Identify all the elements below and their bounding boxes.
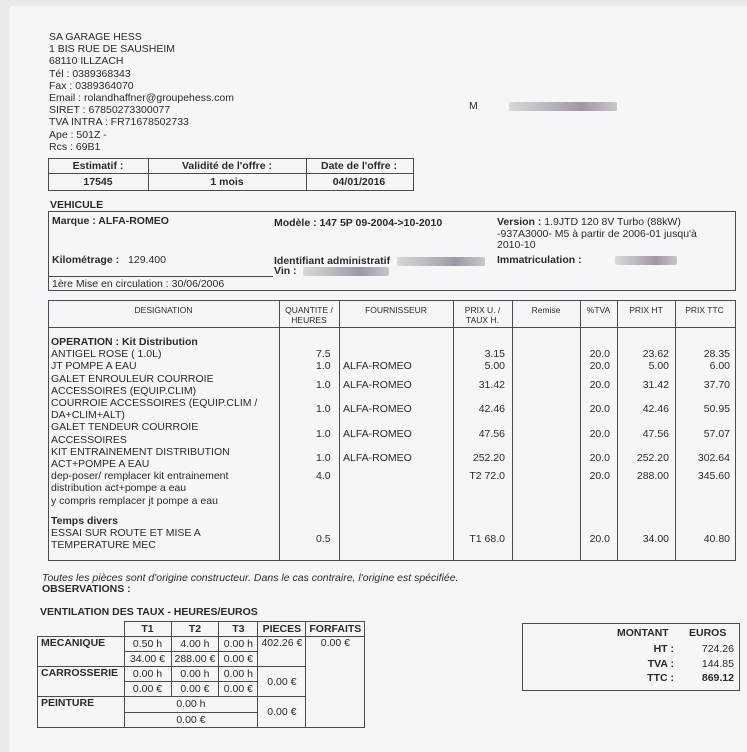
vehicle-version	[497, 217, 697, 252]
total-ttc-label: TTC :	[647, 672, 674, 684]
line-designation: distribution act+pompe a eau	[51, 482, 187, 495]
column-header: QUANTITE / HEURES	[285, 305, 333, 325]
section-title: Temps divers	[51, 514, 118, 527]
vehicle-model: Modèle : 147 5P 09-2004->10-2010	[274, 217, 443, 229]
total-ht-value: 724.26	[701, 643, 734, 655]
ventilation-cell: 0.00 €	[124, 712, 258, 728]
line-vat-rate: 20.0	[589, 451, 610, 464]
observations-label: OBSERVATIONS :	[42, 583, 131, 595]
version-line: -937A3000- M5 à partir de 2006-01 jusqu'à	[497, 227, 697, 240]
ventilation-cell: 34.00 €	[124, 652, 171, 667]
ventilation-pieces-mecanique: 402.26 €	[258, 637, 306, 667]
line-price-ttc: 302.64	[697, 451, 730, 464]
line-designation: ESSAI SUR ROUTE ET MISE A	[51, 527, 201, 539]
garage-line: Email : rolandhaffner@groupehess.com	[49, 92, 234, 105]
ventilation-label-mecanique: MECANIQUE	[38, 637, 125, 667]
ventilation-forfaits-mecanique: 0.00 €	[306, 637, 365, 728]
line-price-ttc: 50.95	[703, 403, 730, 416]
total-ht-label: HT :	[653, 643, 674, 655]
vehicle-vin	[274, 265, 389, 277]
ventilation-header-row	[38, 622, 365, 637]
line-designation: GALET ENROULEUR COURROIE	[51, 372, 214, 385]
line-unit-price: T2 72.0	[469, 470, 505, 483]
column-header: Remise	[531, 305, 561, 315]
line-unit-price: 252.20	[472, 451, 505, 464]
line-quantity: 1.0	[316, 427, 331, 440]
offer-date-header: Date de l'offre :	[320, 160, 397, 172]
line-price-ht: 252.20	[636, 451, 669, 464]
column-header: FOURNISSEUR	[365, 305, 427, 315]
ventilation-header-t3: T3	[219, 622, 258, 637]
admin-identifier-label: Identifiant administratif	[274, 255, 391, 267]
line-quantity: 1.0	[316, 451, 331, 464]
ventilation-cell: 0.00 h	[124, 667, 171, 682]
ventilation-cell: 0.00 €	[219, 682, 258, 697]
garage-line: SA GARAGE HESS	[49, 31, 142, 43]
mileage-value: 129.400	[128, 254, 166, 266]
mileage-label: Kilométrage :	[52, 254, 120, 266]
client-prefix: M	[469, 100, 478, 112]
line-quantity: 0.5	[316, 533, 331, 546]
vehicle-brand	[52, 215, 169, 227]
line-designation: JT POMPE A EAU	[51, 360, 137, 373]
ventilation-header-t1: T1	[124, 622, 171, 637]
line-designation: DA+CLIM+ALT)	[51, 409, 125, 422]
ventilation-cell: 0.00 h	[171, 667, 219, 682]
garage-line: Ape : 501Z -	[49, 128, 107, 141]
line-vat-rate: 20.0	[589, 427, 610, 440]
ventilation-pieces-peinture: 0.00 €	[258, 697, 306, 728]
garage-line: Rcs : 69B1	[49, 140, 101, 153]
validity-header: Validité de l'offre :	[181, 160, 272, 172]
line-quantity: 7.5	[316, 348, 331, 361]
line-vat-rate: 20.0	[589, 470, 610, 483]
version-label: Version :	[497, 216, 542, 228]
vehicle-registration	[497, 254, 677, 266]
line-supplier: ALFA-ROMEO	[343, 451, 412, 464]
estimate-header: Estimatif :	[72, 160, 124, 172]
column-header: PRIX U. / TAUX H.	[464, 305, 501, 325]
line-price-ht: 42.46	[642, 403, 669, 416]
registration-label: Immatriculation :	[497, 254, 582, 266]
line-quantity: 4.0	[316, 470, 331, 483]
line-unit-price: 31.42	[478, 378, 505, 391]
line-price-ttc: 345.60	[697, 470, 730, 483]
version-line: 1.9JTD 120 8V Turbo (88kW)	[544, 216, 681, 228]
line-unit-price: 3.15	[484, 348, 505, 361]
line-price-ttc: 28.35	[703, 348, 730, 361]
ventilation-row-mecanique	[38, 637, 365, 652]
redacted-registration	[615, 256, 677, 265]
first-registration: 1ère Mise en circulation : 30/06/2006	[52, 278, 225, 290]
ventilation-cell: 4.00 h	[171, 637, 219, 652]
garage-line: SIRET : 67850273300077	[49, 104, 171, 117]
garage-line: Fax : 0389364070	[49, 79, 134, 92]
line-designation: dep-poser/ remplacer kit entrainement	[51, 470, 229, 483]
line-quantity: 1.0	[316, 403, 331, 416]
line-unit-price: 42.46	[478, 403, 505, 416]
line-designation: TEMPERATURE MEC	[51, 539, 156, 552]
line-vat-rate: 20.0	[589, 403, 610, 416]
line-price-ht: 5.00	[648, 360, 669, 373]
line-designation: KIT ENTRAINEMENT DISTRIBUTION	[51, 445, 230, 458]
column-header: PRIX HT	[629, 305, 663, 315]
line-price-ttc: 37.70	[703, 378, 730, 391]
origin-note: Toutes les pièces sont d'origine constructeur. Dans le cas contraire, l'origine est spécifiée.	[42, 572, 459, 584]
line-unit-price: T1 68.0	[469, 533, 505, 546]
ventilation-cell: 0.00 h	[219, 667, 258, 682]
line-price-ttc: 57.07	[703, 427, 730, 440]
redacted-identifier	[397, 257, 485, 266]
ventilation-header-forfaits: FORFAITS	[306, 622, 365, 637]
line-vat-rate: 20.0	[589, 378, 610, 391]
line-vat-rate: 20.0	[589, 533, 610, 546]
line-designation: COURROIE ACCESSOIRES (EQUIP.CLIM /	[51, 397, 258, 409]
ventilation-label-peinture: PEINTURE	[38, 697, 125, 728]
ventilation-cell: 0.50 h	[124, 637, 171, 652]
section-title: OPERATION : Kit Distribution	[51, 336, 198, 348]
garage-line: Tél : 0389368343	[49, 67, 131, 80]
line-designation: ACCESSOIRES	[51, 433, 127, 446]
client-name	[469, 100, 617, 112]
ventilation-cell: 0.00 €	[171, 682, 219, 697]
line-unit-price: 5.00	[484, 360, 505, 373]
line-designation: ANTIGEL ROSE ( 1.0L)	[51, 348, 162, 361]
ventilation-header-t2: T2	[171, 622, 219, 637]
vin-label: Vin :	[274, 265, 297, 277]
ventilation-cell: 0.00 €	[124, 682, 171, 697]
ventilation-title: VENTILATION DES TAUX - HEURES/EUROS	[40, 606, 258, 618]
redacted-vin	[303, 267, 389, 276]
line-supplier: ALFA-ROMEO	[343, 378, 412, 391]
column-header: DESIGNATION	[134, 305, 193, 315]
redacted-client-name	[509, 102, 617, 111]
line-designation: y compris remplacer jt pompe a eau	[51, 494, 218, 507]
garage-line: 1 BIS RUE DE SAUSHEIM	[49, 43, 176, 56]
garage-line: 68110 ILLZACH	[49, 55, 124, 68]
estimate-number: 17545	[83, 176, 113, 188]
ventilation-cell: 288.00 €	[171, 652, 219, 667]
ventilation-pieces-carrosserie: 0.00 €	[258, 667, 306, 697]
line-price-ht: 288.00	[636, 470, 669, 483]
total-tva-label: TVA :	[647, 658, 674, 670]
ventilation-label-carrosserie: CARROSSERIE	[38, 667, 125, 697]
garage-address	[49, 31, 234, 153]
ventilation-header-pieces: PIECES	[258, 622, 306, 637]
vehicle-brand-text: Marque : ALFA-ROMEO	[52, 215, 169, 227]
line-price-ht: 34.00	[642, 533, 669, 546]
ventilation-corner	[38, 622, 125, 637]
ventilation-cell: 0.00 h	[219, 637, 258, 652]
line-price-ht: 31.42	[642, 378, 669, 391]
vehicle-mileage	[52, 254, 166, 266]
line-supplier: ALFA-ROMEO	[343, 403, 412, 416]
validity-value: 1 mois	[210, 176, 244, 188]
line-price-ttc: 40.80	[703, 533, 730, 546]
line-designation: ACT+POMPE A EAU	[51, 458, 150, 470]
line-supplier: ALFA-ROMEO	[343, 360, 412, 373]
vehicle-title: VEHICULE	[50, 199, 104, 211]
line-quantity: 1.0	[316, 378, 331, 391]
ventilation-table	[37, 621, 365, 728]
line-vat-rate: 20.0	[589, 348, 610, 361]
line-unit-price: 47.56	[478, 427, 505, 440]
garage-line: TVA INTRA : FR71678502733	[49, 116, 189, 129]
column-header: %TVA	[586, 305, 611, 315]
line-vat-rate: 20.0	[589, 360, 610, 373]
offer-date-value: 04/01/2016	[332, 176, 386, 188]
totals-header-amount: MONTANT	[617, 627, 669, 639]
version-line: 2010-10	[497, 239, 536, 251]
ventilation-cell: 0.00 h	[124, 697, 258, 713]
line-quantity: 1.0	[316, 360, 331, 373]
column-header: PRIX TTC	[685, 305, 724, 315]
line-designation: GALET TENDEUR COURROIE	[51, 421, 199, 434]
total-ttc-value: 869.12	[701, 672, 734, 684]
line-price-ht: 47.56	[642, 427, 669, 440]
line-price-ttc: 6.00	[709, 360, 730, 373]
line-designation: ACCESSOIRES (EQUIP.CLIM)	[51, 384, 197, 397]
ventilation-cell: 0.00 €	[219, 652, 258, 667]
line-price-ht: 23.62	[642, 348, 669, 361]
totals-header-currency: EUROS	[689, 627, 727, 639]
total-tva-value: 144.85	[701, 658, 734, 670]
line-supplier: ALFA-ROMEO	[343, 427, 412, 440]
